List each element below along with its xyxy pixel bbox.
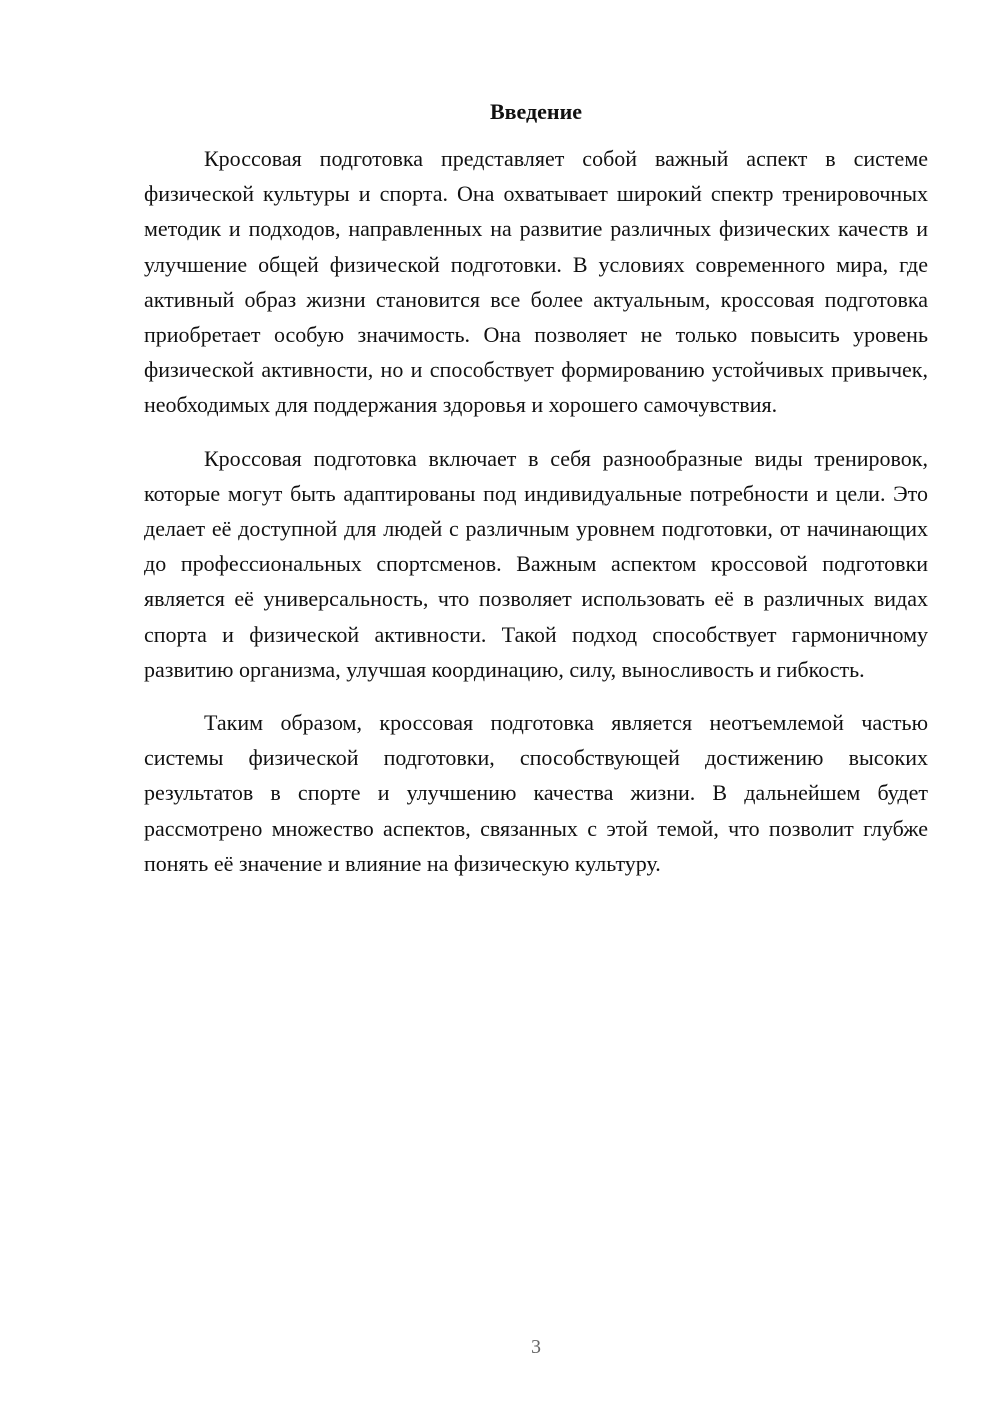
section-heading: Введение: [489, 99, 583, 124]
paragraph-3: Таким образом, кроссовая подготовка является неотъемлемой частью системы физической подготовки, способствующей достижению высоких результатов в спорте и улучшению качества жизни. В дальнейшем будет рассмотрено множество аспектов, связанных с этой темой, что позволит глубже понять её значение и влияние на физическую культуру.: [144, 710, 928, 876]
paragraph-2: Кроссовая подготовка включает в себя разнообразные виды тренировок, которые могут быть адаптированы под индивидуальные потребности и цели. Это делает её доступной для людей с различным уровнем подготовки, от начинающих до профессиональных спортсменов. Важным аспектом кроссовой подготовки является её универсальность, что позволяет использовать её в различных видах спорта и физической активности. Такой подход способствует гармоничному развитию организма, улучшая координацию, силу, выносливость и гибкость.: [144, 445, 928, 682]
body-text: [144, 141, 928, 899]
page-number: 3: [531, 1336, 541, 1358]
paragraph-1: Кроссовая подготовка представляет собой важный аспект в системе физической культуры и спорта. Она охватывает широкий спектр тренировочных методик и подходов, направленных на развитие различных физических качеств и улучшение общей физической подготовки. В условиях современного мира, где активный образ жизни становится все более актуальным, кроссовая подготовка приобретает особую значимость. Она позволяет не только повысить уровень физической активности, но и способствует формированию устойчивых привычек, необходимых для поддержания здоровья и хорошего самочувствия.: [144, 146, 928, 418]
